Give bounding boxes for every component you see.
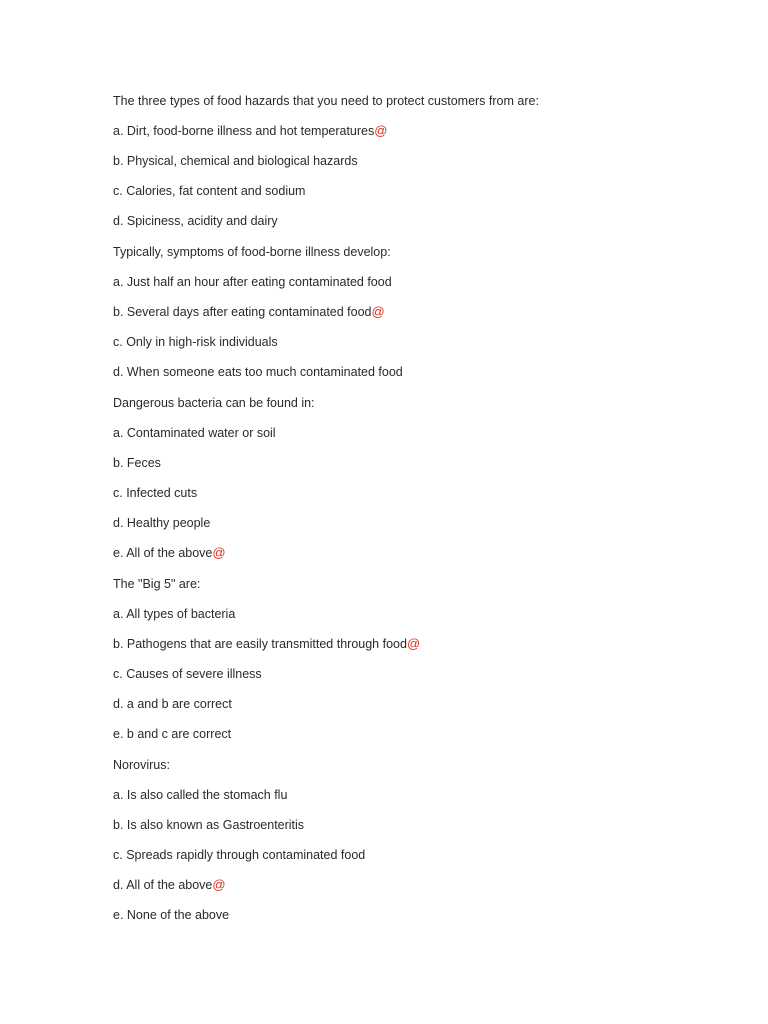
option-label: e. b and c are correct <box>113 727 232 741</box>
question-text: Typically, symptoms of food-borne illness develop: <box>113 245 391 259</box>
option-label: c. Only in high-risk individuals <box>113 335 278 349</box>
answer-mark: @ <box>374 123 388 138</box>
option-c <box>113 665 733 683</box>
option-label: b. Physical, chemical and biological hazards <box>113 154 358 168</box>
option-c <box>113 846 733 864</box>
option-a <box>113 424 733 442</box>
option-e <box>113 544 733 562</box>
answer-mark: @ <box>212 545 226 560</box>
option-b <box>113 816 733 834</box>
option-label: d. When someone eats too much contaminated food <box>113 365 403 379</box>
question-text: The "Big 5" are: <box>113 577 201 591</box>
option-label: d. Healthy people <box>113 516 211 530</box>
option-label: b. Several days after eating contaminated food <box>113 305 372 319</box>
option-label: d. a and b are correct <box>113 697 232 711</box>
option-e <box>113 725 733 743</box>
option-label: d. Spiciness, acidity and dairy <box>113 214 278 228</box>
option-c <box>113 484 733 502</box>
option-label: a. Contaminated water or soil <box>113 426 276 440</box>
option-label: b. Is also known as Gastroenteritis <box>113 818 305 832</box>
option-a <box>113 273 733 291</box>
option-label: a. Dirt, food-borne illness and hot temperatures <box>113 124 375 138</box>
option-d <box>113 876 733 894</box>
option-a <box>113 786 733 804</box>
option-label: e. None of the above <box>113 908 230 922</box>
option-label: b. Pathogens that are easily transmitted through food <box>113 637 407 651</box>
option-label: e. All of the above <box>113 546 213 560</box>
option-label: b. Feces <box>113 456 161 470</box>
option-label: a. Is also called the stomach flu <box>113 788 288 802</box>
option-d <box>113 212 733 230</box>
quiz <box>113 92 733 937</box>
option-d <box>113 363 733 381</box>
question-text: The three types of food hazards that you need to protect customers from are: <box>113 94 539 108</box>
question-1 <box>113 92 733 230</box>
option-e <box>113 906 733 924</box>
option-c <box>113 182 733 200</box>
answer-mark: @ <box>406 636 421 651</box>
option-label: c. Infected cuts <box>113 486 198 500</box>
option-c <box>113 333 733 351</box>
question-2 <box>113 243 733 381</box>
option-label: a. All types of bacteria <box>113 607 236 621</box>
option-b <box>113 454 733 472</box>
option-b <box>113 635 733 653</box>
option-b <box>113 303 733 321</box>
option-d <box>113 695 733 713</box>
option-label: c. Calories, fat content and sodium <box>113 184 306 198</box>
option-label: a. Just half an hour after eating contaminated food <box>113 275 392 289</box>
option-a <box>113 122 733 140</box>
question-5 <box>113 756 733 924</box>
answer-mark: @ <box>371 304 385 319</box>
question-4 <box>113 575 733 743</box>
option-d <box>113 514 733 532</box>
answer-mark: @ <box>212 877 226 892</box>
question-3 <box>113 394 733 562</box>
question-text: Norovirus: <box>113 758 170 772</box>
question-text: Dangerous bacteria can be found in: <box>113 396 315 410</box>
option-label: c. Causes of severe illness <box>113 667 262 681</box>
option-b <box>113 152 733 170</box>
option-label: c. Spreads rapidly through contaminated food <box>113 848 366 862</box>
option-label: d. All of the above <box>113 878 213 892</box>
option-a <box>113 605 733 623</box>
